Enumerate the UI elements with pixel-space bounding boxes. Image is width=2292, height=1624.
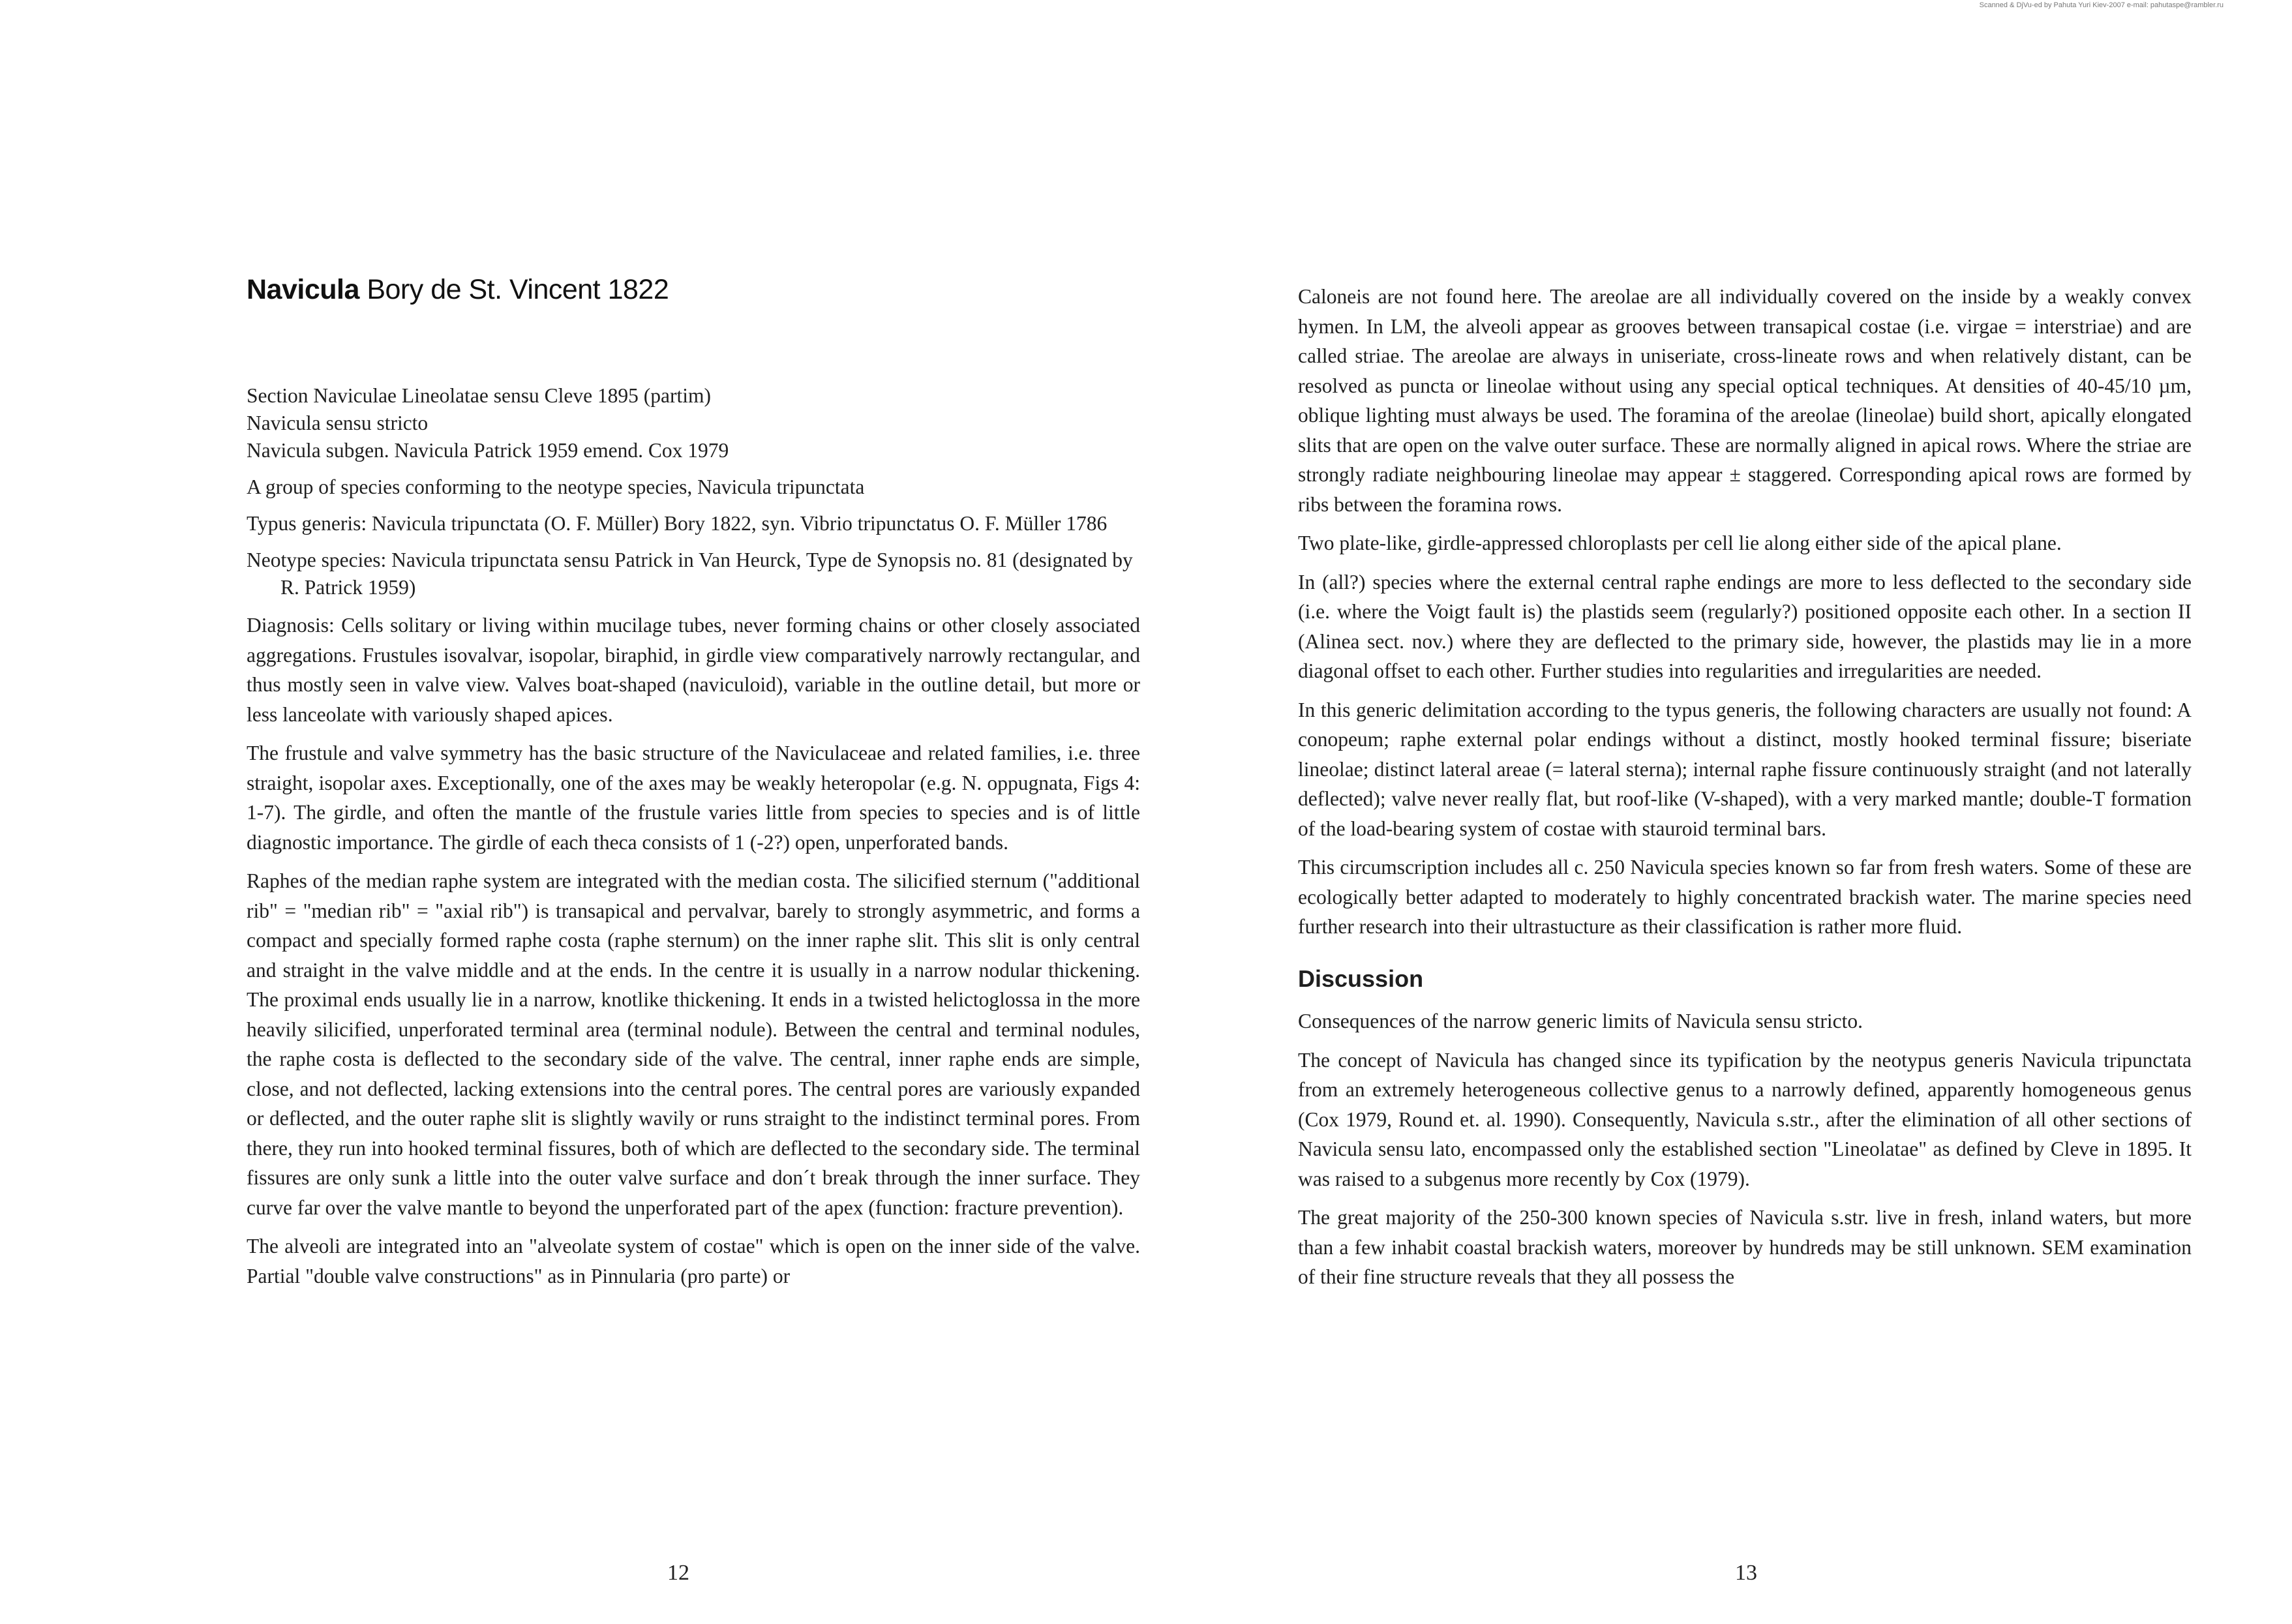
paragraph: Diagnosis: Cells solitary or living within mucilage tubes, never forming chains or other closely associated aggregations. Frustules isovalvar, isopolar, biraphid, in girdle view comparatively narrowly rectangular, and thus mostly seen in valve view. Valves boat-shaped (naviculoid), variable in the outline detail, but more or less lanceolate with variously shaped apices.: [247, 614, 1140, 726]
left-page: [247, 0, 1140, 1624]
typus-generis: Typus generis: Navicula tripunctata (O. F. Müller) Bory 1822, syn. Vibrio tripunctatus O. F. Müller 1786: [247, 512, 1108, 535]
synonym-line: Navicula subgen. Navicula Patrick 1959 emend. Cox 1979: [247, 439, 729, 462]
neotype-species: Neotype species: Navicula tripunctata sensu Patrick in Van Heurck, Type de Synopsis no. 81 (designated by R. Patrick 1959): [247, 549, 1133, 599]
paragraph: Consequences of the narrow generic limits of Navicula sensu stricto.: [1298, 1010, 1863, 1032]
paragraph: The concept of Navicula has changed since its typification by the neotypus generis Navicula tripunctata from an extremely heterogeneous collective genus to a narrowly defined, apparently homogeneous genus (Cox 1979, Round et. al. 1990). Consequently, Navicula s.str., after the elimination of all other sections of Navicula sensu lato, encompassed only the established section "Lineolatae" as defined by Cleve in 1895. It was raised to a subgenus more recently by Cox (1979).: [1298, 1048, 2192, 1190]
page-number: 12: [667, 1561, 689, 1585]
page-title: [247, 274, 669, 306]
paragraph: Raphes of the median raphe system are integrated with the median costa. The silicified sternum ("additional rib" = "median rib" = "axial rib") is transapical and pervalvar, barely to strongly asymmetric, and forms a compact and specially formed raphe costa (raphe sternum) on the inner raphe slit. This slit is only central and straight in the valve middle and at the ends. In the centre it is usually in a narrow nodular thickening. The proximal ends usually lie in a narrow, knotlike thickening. It ends in a twisted helictoglossa in the more heavily silicified, unperforated terminal area (terminal nodule). Between the central and terminal nodules, the raphe costa is deflected to the secondary side of the valve. The central, inner raphe ends are simple, close, and not deflected, lacking extensions into the central pores. The central pores are variously expanded or deflected, and the outer raphe slit is slightly wavily or runs straight to the indistinct terminal pores. From there, they run into hooked terminal fissures, both of which are deflected to the secondary side. The terminal fissures are only sunk a little into the outer valve surface and don´t break through the inner surface. They curve far over the valve mantle to beyond the unperforated part of the apex (function: fracture prevention).: [247, 869, 1140, 1219]
left-text-column: [247, 382, 1140, 1300]
group-note: A group of species conforming to the neotype species, Navicula tripunctata: [247, 475, 865, 498]
page-number: 13: [1735, 1561, 1757, 1585]
paragraph: Two plate-like, girdle-appressed chloroplasts per cell lie along either side of the apical plane.: [1298, 532, 2062, 554]
synonym-line: Section Naviculae Lineolatae sensu Cleve 1895 (partim): [247, 384, 712, 407]
paragraph: In (all?) species where the external central raphe endings are more to less deflected to the secondary side (i.e. where the Voigt fault is) the plastids seem (regularly?) positioned opposite each other. In a section II (Alinea sect. nov.) where they are deflected to the primary side, however, the plastids may lie in a more diagonal offset to each other. Further studies into regularities and irregularities are needed.: [1298, 570, 2192, 682]
paragraph: In this generic delimitation according to the typus generis, the following characters are usually not found: A conopeum; raphe external polar endings without a distinct, mostly hooked terminal fissure; biseriate lineolae; distinct lateral areae (= lateral sterna); internal raphe fissure continuously straight (and not laterally deflected); valve never really flat, but roof-like (V-shaped), with a very marked mantle; double-T formation of the load-bearing system of costae with stauroid terminal bars.: [1298, 698, 2192, 840]
title-genus: Navicula: [247, 274, 359, 305]
paragraph: Caloneis are not found here. The areolae are all individually covered on the inside by a weakly convex hymen. In LM, the alveoli appear as grooves between transapical costae (i.e. virgae = interstriae) and are called striae. The areolae are always in uniseriate, cross-lineate rows and when relatively distant, can be resolved as puncta or lineolae without using any special optical techniques. At densities of 40-45/10 µm, oblique lighting must always be used. The foramina of the areolae (lineolae) build short, apically elongated slits that are open on the valve outer surface. These are normally aligned in apical rows. Where the striae are strongly radiate neighbouring lineolae may appear ± staggered. Corresponding apical rows are formed by ribs between the foramina rows.: [1298, 285, 2192, 516]
paragraph: The frustule and valve symmetry has the basic structure of the Naviculaceae and related families, i.e. three straight, isopolar axes. Exceptionally, one of the axes may be weakly heteropolar (e.g. N. oppugnata, Figs 4: 1-7). The girdle, and often the mantle of the frustule varies little from species to species and is of little diagnostic importance. The girdle of each theca consists of 1 (-2?) open, unperforated bands.: [247, 742, 1140, 854]
scan-credit: Scanned & DjVu-ed by Pahuta Yuri Kiev-2007 e-mail: pahutaspe@rambler.ru: [1979, 1, 2224, 9]
paragraph: The great majority of the 250-300 known species of Navicula s.str. live in fresh, inland waters, but more than a few inhabit coastal brackish waters, moreover by hundreds may be still unknown. SEM examination of their fine structure reveals that they all possess the: [1298, 1206, 2192, 1288]
right-page: [1298, 0, 2192, 1624]
synonym-list: [247, 382, 1140, 464]
discussion-heading: Discussion: [1298, 965, 1424, 992]
paragraph: The alveoli are integrated into an "alveolate system of costae" which is open on the inner side of the valve. Partial "double valve constructions" as in Pinnularia (pro parte) or: [247, 1235, 1140, 1287]
paragraph: This circumscription includes all c. 250 Navicula species known so far from fresh waters. Some of these are ecologically better adapted to moderately to highly concentrated brackish water. The marine species need further research into their ultrastucture as their classification is rather more fluid.: [1298, 856, 2192, 938]
right-text-column: [1298, 282, 2192, 1301]
title-author: Bory de St. Vincent 1822: [367, 274, 669, 305]
synonym-line: Navicula sensu stricto: [247, 412, 429, 434]
